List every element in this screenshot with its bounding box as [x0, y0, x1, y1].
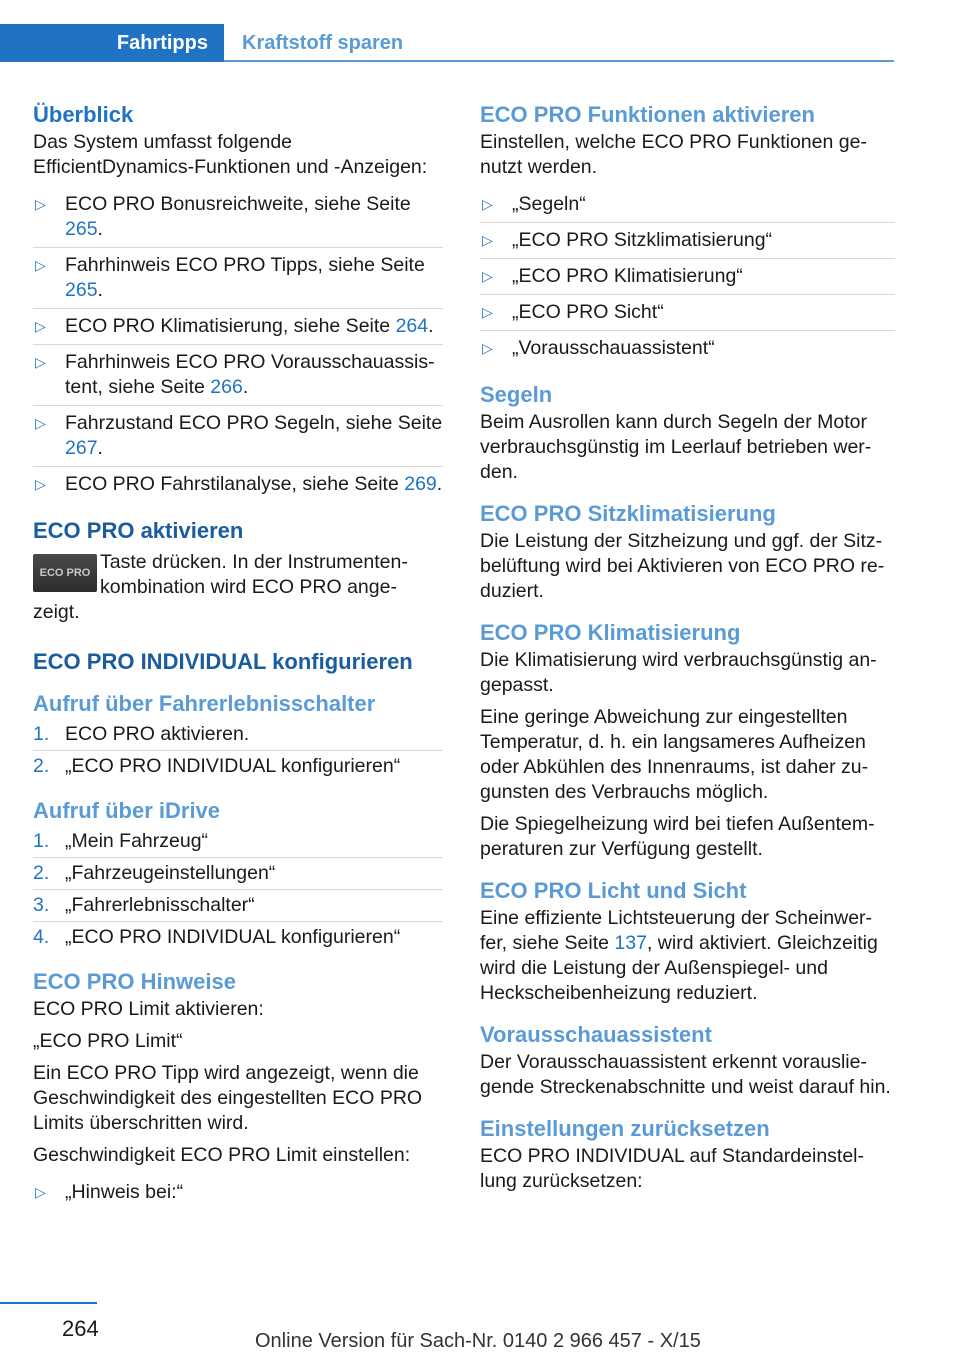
list-item: ▷ „ECO PRO Klimatisierung“ [480, 259, 895, 295]
list-item: 1. ECO PRO aktivieren. [33, 719, 443, 751]
reset-text: ECO PRO INDIVIDUAL auf Standardeinstel-lung zurücksetzen: [480, 1145, 865, 1192]
section-title-aktivieren: ECO PRO aktivieren [33, 518, 244, 543]
triangle-bullet-icon: ▷ [482, 232, 493, 248]
triangle-bullet-icon: ▷ [482, 304, 493, 320]
funktionen-intro: Einstellen, welche ECO PRO Funktionen ge-nutzt werden. [480, 131, 867, 178]
footer-version-text: Online Version für Sach-Nr. 0140 2 966 457 - X/15 [255, 1330, 701, 1352]
fahrerlebnis-steps [33, 719, 443, 782]
page-link[interactable]: 267 [65, 437, 98, 459]
triangle-bullet-icon: ▷ [35, 354, 46, 370]
header-divider [224, 60, 894, 62]
subsection-title-sitzklimatisierung: ECO PRO Sitzklimatisierung [480, 501, 776, 526]
list-item: 2. „Fahrzeugeinstellungen“ [33, 858, 443, 890]
footer-divider [0, 1302, 97, 1304]
triangle-bullet-icon: ▷ [35, 196, 46, 212]
subsection-title-fahrerlebnis: Aufruf über Fahrerlebnisschalter [33, 691, 376, 716]
sitz-text: Die Leistung der Sitzheizung und ggf. der Sitz-belüftung wird bei Aktivieren von ECO PRO re-duziert. [480, 530, 885, 602]
page-link[interactable]: 269 [404, 473, 437, 495]
page-link[interactable]: 266 [210, 376, 243, 398]
list-item: ▷ Fahrhinweis ECO PRO Vorausschauassis-tent, siehe Seite 266. [33, 345, 443, 406]
list-item: 2. „ECO PRO INDIVIDUAL konfigurieren“ [33, 755, 401, 777]
eco-pro-button-icon: ECO PRO [33, 554, 97, 592]
left-column [33, 100, 443, 1224]
page-link[interactable]: 137 [614, 932, 647, 954]
subsection-title-reset: Einstellungen zurücksetzen [480, 1116, 770, 1141]
subsection-title-funktionen: ECO PRO Funktionen aktivieren [480, 102, 815, 127]
triangle-bullet-icon: ▷ [482, 340, 493, 356]
list-item: ▷ „Vorausschauassistent“ [482, 337, 715, 359]
subsection-title-klimatisierung: ECO PRO Klimatisierung [480, 620, 741, 645]
hinweise-list [33, 1175, 443, 1210]
page-link[interactable]: 264 [395, 315, 429, 337]
triangle-bullet-icon: ▷ [35, 1184, 46, 1200]
triangle-bullet-icon: ▷ [482, 196, 493, 212]
page-link[interactable]: 265 [65, 218, 98, 240]
tab-fahrtipps[interactable]: Fahrtipps [0, 24, 224, 62]
klima-p2: Eine geringe Abweichung zur eingestellten Temperatur, d. h. ein langsameres Aufheizen oder Abkühlen des Innenraums, ist daher zu-gunsten des Verbrauchs möglich. [480, 706, 869, 803]
triangle-bullet-icon: ▷ [35, 476, 46, 492]
triangle-bullet-icon: ▷ [35, 257, 46, 273]
list-item: ▷ ECO PRO Fahrstilanalyse, siehe Seite 269. [35, 473, 443, 495]
section-title-individual: ECO PRO INDIVIDUAL konfigurieren [33, 649, 413, 674]
eco-pro-instruction-text: Taste drücken. In der Instrumenten-kombination wird ECO PRO ange-zeigt. [33, 551, 408, 623]
list-item: 3. „Fahrerlebnisschalter“ [33, 890, 443, 922]
list-item: ▷ Fahrhinweis ECO PRO Tipps, siehe Seite 265. [33, 248, 443, 309]
list-item: ▷ „Hinweis bei:“ [35, 1181, 184, 1203]
section-title-ueberblick: Überblick [33, 102, 134, 127]
hinweise-p2: „ECO PRO Limit“ [33, 1030, 183, 1052]
subsection-title-voraus: Vorausschauassistent [480, 1022, 712, 1047]
ueberblick-list [33, 187, 443, 502]
hinweise-p3: Ein ECO PRO Tipp wird angezeigt, wenn die Geschwindigkeit des eingestellten ECO PRO Limits überschritten wird. [33, 1062, 423, 1134]
idrive-steps [33, 826, 443, 953]
list-item: 1. „Mein Fahrzeug“ [33, 826, 443, 858]
list-item: ▷ Fahrzustand ECO PRO Segeln, siehe Seite 267. [33, 406, 443, 467]
subsection-title-idrive: Aufruf über iDrive [33, 798, 221, 823]
page-number: 264 [62, 1316, 99, 1341]
hinweise-p4: Geschwindigkeit ECO PRO Limit einstellen: [33, 1144, 411, 1166]
triangle-bullet-icon: ▷ [35, 318, 46, 334]
list-item: ▷ ECO PRO Klimatisierung, siehe Seite 264. [33, 309, 443, 345]
klima-p3: Die Spiegelheizung wird bei tiefen Außentem-peraturen zur Verfügung gestellt. [480, 813, 875, 860]
subsection-title-segeln: Segeln [480, 382, 553, 407]
page-link[interactable]: 265 [65, 279, 98, 301]
page-header [0, 0, 960, 64]
list-item: ▷ „ECO PRO Sitzklimatisierung“ [480, 223, 895, 259]
tab-kraftstoff-sparen[interactable]: Kraftstoff sparen [242, 31, 404, 54]
right-column [480, 100, 895, 1201]
subsection-title-licht: ECO PRO Licht und Sicht [480, 878, 747, 903]
list-item: 4. „ECO PRO INDIVIDUAL konfigurieren“ [33, 926, 401, 948]
ueberblick-intro: Das System umfasst folgende EfficientDynamics-Funktionen und -Anzeigen: [33, 131, 428, 178]
triangle-bullet-icon: ▷ [482, 268, 493, 284]
list-item: ▷ „ECO PRO Sicht“ [480, 295, 895, 331]
voraus-text: Der Vorausschauassistent erkennt vorauslie-gende Streckenabschnitte und weist darauf hin. [480, 1051, 891, 1098]
segeln-text: Beim Ausrollen kann durch Segeln der Motor verbrauchsgünstig im Leerlauf betrieben wer-den. [480, 411, 872, 483]
subsection-title-hinweise: ECO PRO Hinweise [33, 969, 236, 994]
klima-p1: Die Klimatisierung wird verbrauchsgünstig an-gepasst. [480, 649, 877, 696]
list-item: ▷ ECO PRO Bonusreichweite, siehe Seite 265. [33, 187, 443, 248]
eco-pro-instruction [33, 550, 443, 625]
licht-text: Eine effiziente Lichtsteuerung der Scheinwer-fer, siehe Seite 137, wird aktiviert. Gleichzeitig wird die Leistung der Außenspiegel- und Heckscheibenheizung reduziert. [480, 907, 878, 1004]
triangle-bullet-icon: ▷ [35, 415, 46, 431]
list-item: ▷ „Segeln“ [480, 187, 895, 223]
funktionen-list [480, 187, 895, 366]
hinweise-p1: ECO PRO Limit aktivieren: [33, 998, 264, 1020]
